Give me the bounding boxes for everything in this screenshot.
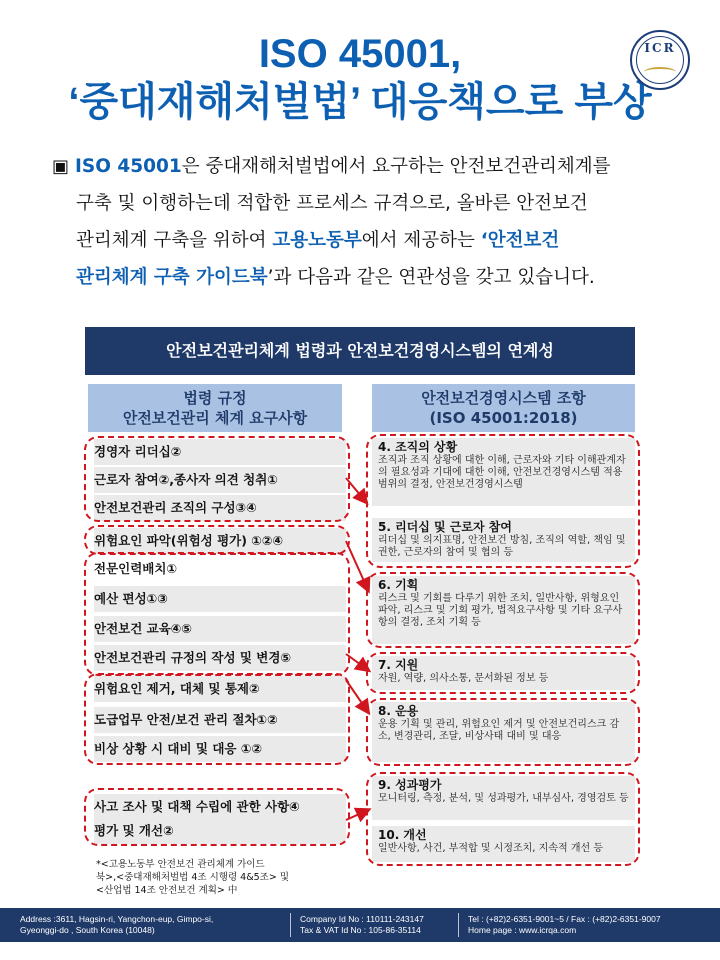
footer-address: [20, 914, 213, 936]
footer-address-line: Gyeonggi-do , South Korea (10048): [20, 925, 155, 935]
arrow-line: [346, 680, 368, 712]
arrow-line: [346, 810, 368, 820]
page-title-line1: ISO 45001,: [258, 32, 462, 76]
logo-text: ICR: [644, 41, 676, 55]
law-item: 위험요인 파악(위험성 평가) ①②④: [94, 528, 346, 554]
clause-body: 조직과 조직 상황에 대한 이해, 근로자와 기타 이해관계자의 필요성과 기대에 대한 이해, 안전보건경영시스템 적용범위의 결정, 안전보건경영시스템: [378, 455, 626, 490]
iso-highlight: ISO 45001: [75, 156, 182, 177]
footer-bar: [0, 908, 720, 942]
clause-heading: 4. 조직의 상황: [378, 440, 458, 454]
law-item: 예산 편성①③: [94, 586, 346, 612]
law-item: 근로자 참여②,종사자 의견 청취①: [94, 467, 346, 493]
law-item: 전문인력배치①: [94, 561, 178, 576]
guide-highlight: ‘안전보건: [480, 230, 560, 251]
arrow-line: [346, 654, 368, 670]
footer-address-line: Address :3611, Hagsin-ri, Yangchon-eup, Gimpo-si,: [20, 914, 214, 924]
note-line: <산업법 14조 안전보건 계획> 中: [96, 885, 238, 896]
clause-heading: 10. 개선: [378, 828, 427, 842]
footer-company-line: Company Id No : 110111-243147: [300, 914, 424, 924]
law-item: 비상 상황 시 대비 및 대응 ①②: [94, 736, 346, 762]
intro-line-2: 구축 및 이행하는데 적합한 프로세스 규격으로, 올바른 안전보건: [76, 193, 588, 214]
intro-text: 에서 제공하는: [361, 230, 481, 251]
law-item: 위험요인 제거, 대체 및 통제②: [94, 676, 346, 702]
footer-company: [300, 914, 424, 936]
guide-highlight: 관리체계 구축 가이드북: [76, 267, 268, 288]
square-bullet-icon: ▣: [52, 156, 70, 177]
footer-homepage-link[interactable]: Home page : www.icrqa.com: [468, 925, 577, 935]
footer-company-line: Tax & VAT Id No : 105-86-35114: [300, 925, 421, 935]
intro-text: 관리체계 구축을 위하여: [76, 230, 273, 251]
page-title-line2: ‘중대재해처벌법’ 대응책으로 부상: [68, 80, 652, 124]
intro-text: ’과 다음과 같은 연관성을 갖고 있습니다.: [267, 267, 595, 288]
clause-heading: 6. 기획: [378, 578, 419, 592]
clause-body: 자원, 역량, 의사소통, 문서화된 정보 등: [378, 673, 549, 684]
clause-body: 리더십 및 의지표명, 안전보건 방침, 조직의 역할, 책임 및 권한, 근로자의 참여 및 협의 등: [378, 535, 626, 558]
clause-heading: 5. 리더십 및 근로자 참여: [378, 520, 512, 534]
note-line: 북>,<중대재해처벌법 4조 시행령 4&5조> 및: [96, 872, 289, 883]
clause-heading: 7. 지원: [378, 658, 419, 672]
clause-body: 운용 기획 및 관리, 위험요인 제거 및 안전보건리스크 감소, 변경관리, 조달, 비상사태 대비 및 대응: [378, 719, 620, 742]
clause-body: 일반사항, 사건, 부적합 및 시정조치, 지속적 개선 등: [378, 843, 603, 854]
arrow-line: [346, 541, 368, 590]
diagram-header: 안전보건관리체계 법령과 안전보건경영시스템의 연계성: [85, 327, 635, 375]
footer-divider: [458, 913, 459, 937]
clause-body: 리스크 및 기회를 다루기 위한 조치, 일반사항, 위형요인 파악, 리스크 및 기회 평가, 법적요구사항 및 기타 요구사항의 결정, 조치 기획 등: [378, 593, 623, 628]
law-item: 경영자 리더십②: [94, 439, 346, 465]
clause-body: 모니터링, 측정, 분석, 및 성과평가, 내부심사, 경영검토 등: [378, 793, 629, 804]
note-line: *<고용노동부 안전보건 관리체계 가이드: [96, 859, 265, 870]
footer-divider: [290, 913, 291, 937]
clause-heading: 9. 성과평가: [378, 778, 442, 792]
intro-text: 은 중대재해처벌법에서 요구하는 안전보건관리체계를: [181, 156, 611, 177]
law-item: 사고 조사 및 대책 수립에 관한 사항④: [94, 794, 346, 820]
footer-contact: [468, 914, 661, 936]
left-head-line1: 법령 규정: [183, 389, 247, 407]
law-item: 평가 및 개선②: [94, 818, 346, 844]
arrow-line: [346, 478, 366, 502]
footer-tel: Tel : (+82)2-6351-9001~5 / Fax : (+82)2-6351-9007: [468, 914, 661, 924]
law-item: 안전보건 교육④⑤: [94, 616, 346, 642]
law-item: 안전보건관리 규정의 작성 및 변경⑤: [94, 645, 346, 671]
right-head-line2: (ISO 45001:2018): [429, 409, 578, 427]
law-item: 도급업무 안전/보건 관리 절차①②: [94, 707, 346, 733]
right-head-line1: 안전보건경영시스템 조항: [421, 389, 586, 407]
clause-heading: 8. 운용: [378, 704, 419, 718]
ministry-highlight: 고용노동부: [272, 230, 362, 251]
source-note: [96, 858, 366, 897]
left-head-line2: 안전보건관리 체계 요구사항: [122, 409, 308, 427]
law-item: 안전보건관리 조직의 구성③④: [94, 495, 346, 521]
